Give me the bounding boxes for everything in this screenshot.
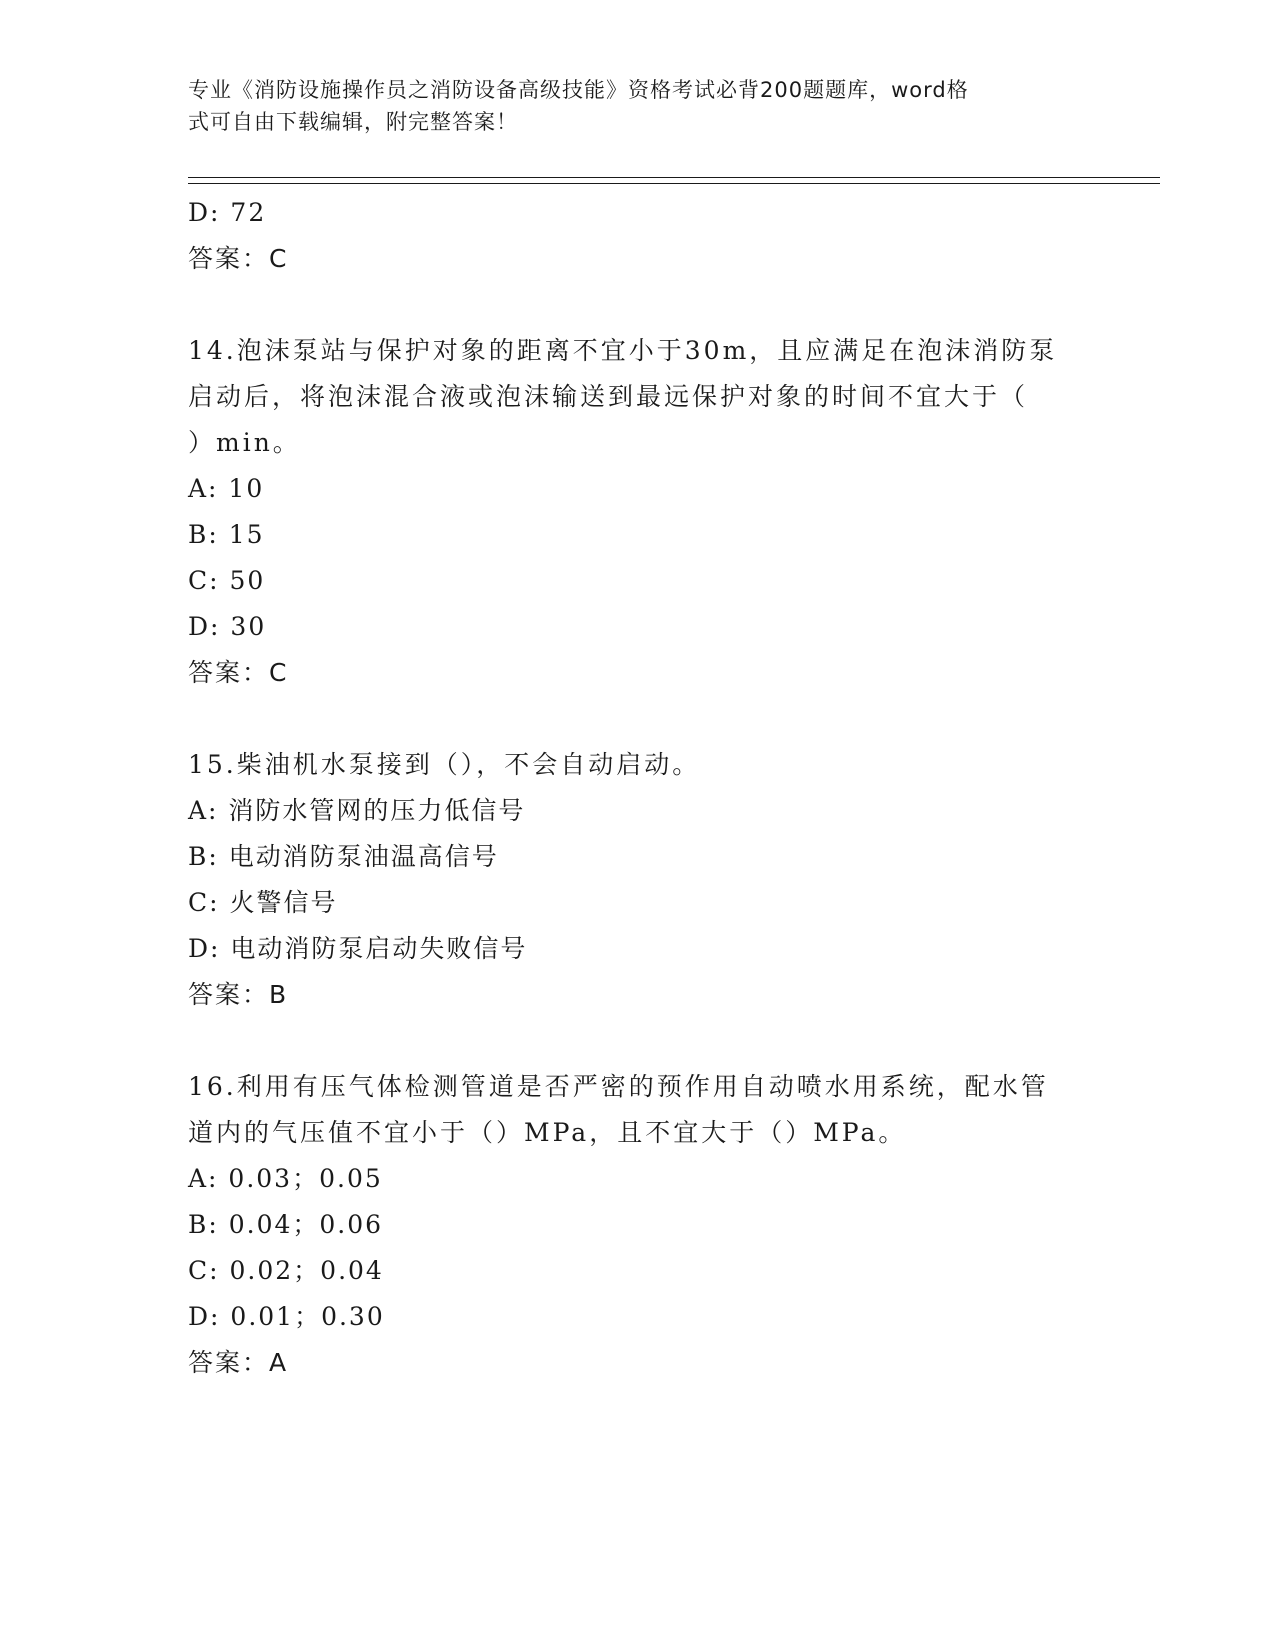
option-a: A: 10 (188, 474, 265, 503)
answer-line: 答案：C (188, 244, 289, 273)
document-body (188, 190, 1088, 1386)
answer-line: 答案：C (188, 658, 289, 687)
question-text-line: 16.利用有压气体检测管道是否严密的预作用自动喷水用系统，配水管 (188, 1072, 1049, 1101)
answer-line: 答案：B (188, 980, 289, 1009)
question-text-line: 14.泡沫泵站与保护对象的距离不宜小于30m，且应满足在泡沫消防泵 (188, 336, 1058, 365)
prev-question (188, 190, 1088, 282)
answer-line: 答案：A (188, 1348, 289, 1377)
header-line-1: 专业《消防设施操作员之消防设备高级技能》资格考试必背200题题库，word格 (188, 78, 969, 102)
document-header (188, 74, 1078, 138)
spacer (188, 696, 1088, 742)
question-text-line: 15.柴油机水泵接到（），不会自动启动。 (188, 750, 701, 779)
option-b: B: 0.04；0.06 (188, 1210, 384, 1239)
header-rule-bottom (188, 183, 1160, 184)
option-a: A: 0.03；0.05 (188, 1164, 383, 1193)
option-d: D: 72 (188, 198, 267, 227)
question-16 (188, 1064, 1088, 1386)
option-c: C: 火警信号 (188, 888, 338, 917)
question-14 (188, 328, 1088, 696)
question-text-line: 启动后，将泡沫混合液或泡沫输送到最远保护对象的时间不宜大于（ (188, 382, 1029, 411)
spacer (188, 1018, 1088, 1064)
option-d: D: 0.01；0.30 (188, 1302, 385, 1331)
header-line-2: 式可自由下载编辑，附完整答案！ (188, 110, 518, 134)
option-b: B: 15 (188, 520, 265, 549)
option-b: B: 电动消防泵油温高信号 (188, 842, 499, 871)
option-d: D: 30 (188, 612, 267, 641)
option-c: C: 0.02；0.04 (188, 1256, 384, 1285)
spacer (188, 282, 1088, 328)
question-text-line: ）min。 (188, 428, 301, 457)
option-d: D: 电动消防泵启动失败信号 (188, 934, 528, 963)
option-c: C: 50 (188, 566, 266, 595)
option-a: A: 消防水管网的压力低信号 (188, 796, 526, 825)
question-15 (188, 742, 1088, 1018)
question-text-line: 道内的气压值不宜小于（）MPa，且不宜大于（）MPa。 (188, 1118, 907, 1147)
header-rule-top (188, 177, 1160, 178)
